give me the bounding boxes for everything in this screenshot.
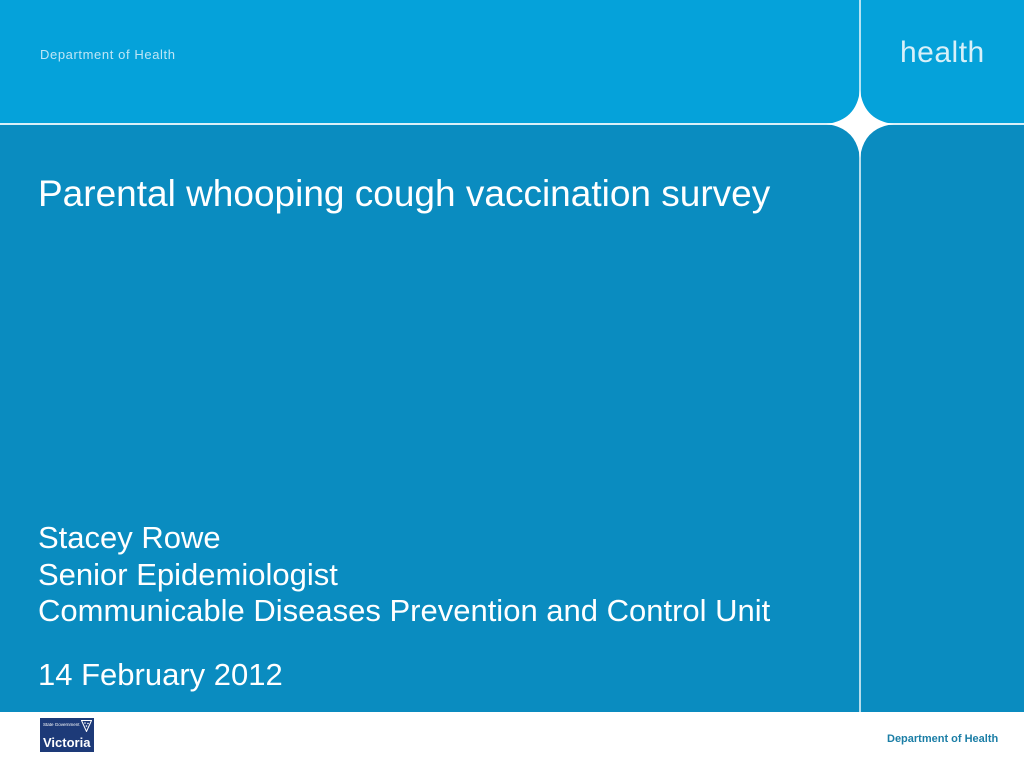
presenter-block [38,520,770,630]
presentation-date: 14 February 2012 [38,657,283,692]
header-department-label: Department of Health [40,47,176,62]
brand-wordmark: health [900,36,985,69]
logo-victoria-text: Victoria [43,735,91,750]
logo-emblem-icon [81,720,92,732]
presenter-name: Stacey Rowe [38,520,221,555]
presenter-unit: Communicable Diseases Prevention and Control Unit [38,593,771,628]
victoria-government-logo [40,718,94,752]
footer-bar [0,712,1024,768]
slide-title: Parental whooping cough vaccination survey [38,173,771,214]
footer-department-label: Department of Health [887,733,999,745]
logo-state-government-text: State Government [43,722,80,727]
four-point-star-icon [826,90,894,158]
presenter-role: Senior Epidemiologist [38,556,338,592]
